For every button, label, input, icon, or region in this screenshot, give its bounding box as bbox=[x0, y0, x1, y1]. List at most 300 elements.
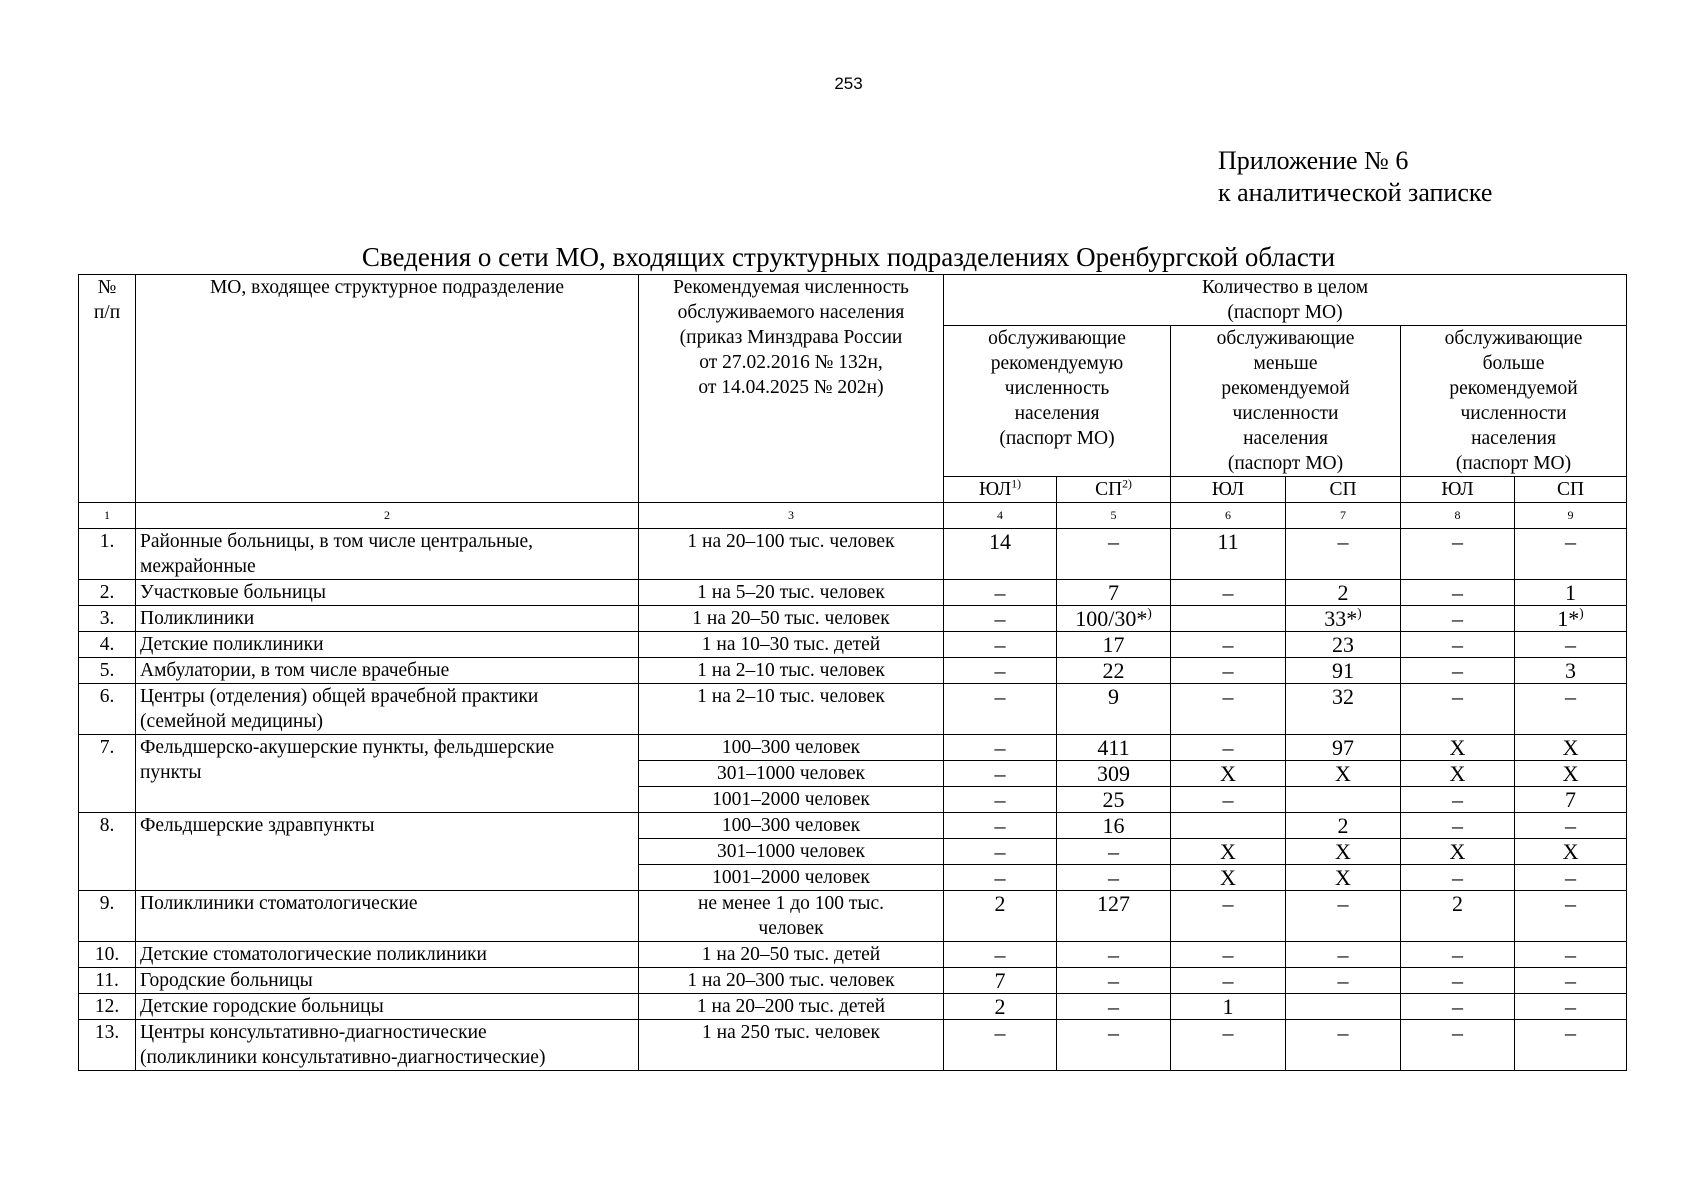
column-number: 8 bbox=[1401, 503, 1515, 529]
value-text: 22 bbox=[1102, 658, 1125, 683]
value-text: – bbox=[1337, 942, 1349, 967]
row-name bbox=[136, 994, 639, 1020]
text-line: (паспорт МО) bbox=[1227, 453, 1344, 474]
value-text: – bbox=[994, 787, 1006, 812]
recommended-population bbox=[639, 968, 944, 994]
value-cell bbox=[1515, 1020, 1627, 1071]
value-cell bbox=[1171, 813, 1286, 839]
header-name: МО, входящее структурное подразделение bbox=[136, 275, 639, 503]
table-row bbox=[79, 735, 1627, 761]
value-cell bbox=[1286, 942, 1401, 968]
value-cell bbox=[1515, 994, 1627, 1020]
text-line: 1 на 250 тыс. человек bbox=[702, 1022, 880, 1043]
value-text: Х bbox=[1335, 839, 1351, 864]
text-line: Поликлиники стоматологические bbox=[140, 893, 418, 914]
row-name bbox=[136, 968, 639, 994]
value-cell bbox=[1286, 1020, 1401, 1071]
value-cell bbox=[944, 942, 1057, 968]
row-name bbox=[136, 606, 639, 632]
row-number: 6. bbox=[79, 684, 136, 735]
value-cell bbox=[1057, 865, 1171, 891]
value-cell bbox=[1171, 580, 1286, 606]
text-line: Амбулатории, в том числе врачебные bbox=[140, 660, 450, 681]
footnote-mark: ) bbox=[1147, 605, 1152, 621]
text-line: больше bbox=[1482, 353, 1545, 374]
value-text: 14 bbox=[989, 529, 1011, 554]
value-text: – bbox=[1108, 839, 1119, 864]
column-numbers-row bbox=[79, 503, 1627, 529]
value-text: Х bbox=[1220, 865, 1236, 890]
value-text: 32 bbox=[1332, 684, 1354, 709]
value-text: – bbox=[1452, 580, 1463, 605]
value-text: – bbox=[1452, 813, 1463, 838]
text-line: населения bbox=[1471, 428, 1556, 449]
column-number: 9 bbox=[1515, 503, 1627, 529]
text-line: 1 на 10–30 тыс. детей bbox=[701, 634, 881, 655]
value-text: – bbox=[994, 632, 1006, 657]
value-text: – bbox=[1452, 1020, 1463, 1045]
value-text: – bbox=[994, 813, 1006, 838]
value-cell bbox=[1401, 580, 1515, 606]
value-cell bbox=[944, 529, 1057, 580]
text-line: 301–1000 человек bbox=[716, 841, 866, 862]
row-number: 8. bbox=[79, 813, 136, 891]
recommended-population bbox=[639, 813, 944, 839]
value-text: 23 bbox=[1332, 632, 1354, 657]
value-text: – bbox=[1337, 1020, 1349, 1045]
value-text: – bbox=[994, 865, 1006, 890]
value-text: Х bbox=[1335, 761, 1351, 786]
text-line: 1 на 2–10 тыс. человек bbox=[697, 660, 885, 681]
text-line: рекомендуемой bbox=[1221, 378, 1350, 399]
value-text: – bbox=[994, 684, 1006, 709]
value-cell bbox=[1171, 684, 1286, 735]
text-line: обслуживающие bbox=[1216, 328, 1355, 349]
value-cell bbox=[944, 994, 1057, 1020]
appendix-line-1: Приложение № 6 bbox=[1218, 146, 1409, 175]
header-yul: ЮЛ bbox=[1401, 477, 1515, 503]
value-text: – bbox=[1452, 606, 1463, 631]
value-text: – bbox=[1108, 1020, 1119, 1045]
value-cell bbox=[1171, 632, 1286, 658]
text-line: не менее 1 до 100 тыс. bbox=[697, 893, 885, 914]
value-text: – bbox=[1452, 658, 1463, 683]
row-name bbox=[136, 580, 639, 606]
value-cell bbox=[944, 968, 1057, 994]
value-cell bbox=[1401, 1020, 1515, 1071]
value-text: 100/30* bbox=[1075, 606, 1148, 631]
value-text: – bbox=[1337, 529, 1349, 554]
appendix-note bbox=[1218, 145, 1492, 209]
table-row bbox=[79, 529, 1627, 580]
value-cell bbox=[944, 658, 1057, 684]
value-cell bbox=[1515, 735, 1627, 761]
value-cell bbox=[1401, 735, 1515, 761]
text-line: от 27.02.2016 № 132н, bbox=[699, 352, 883, 373]
value-text: 3 bbox=[1565, 658, 1576, 683]
value-text: – bbox=[1452, 684, 1463, 709]
header-group-less bbox=[1171, 326, 1401, 477]
value-cell bbox=[1286, 994, 1401, 1020]
recommended-population bbox=[639, 735, 944, 761]
value-text: Х bbox=[1449, 735, 1466, 760]
value-cell bbox=[944, 761, 1057, 787]
value-cell bbox=[1286, 761, 1401, 787]
row-number: 13. bbox=[79, 1020, 136, 1071]
value-cell bbox=[1057, 684, 1171, 735]
value-text: – bbox=[1565, 942, 1576, 967]
value-cell bbox=[1057, 529, 1171, 580]
table-row bbox=[79, 658, 1627, 684]
row-number: 10. bbox=[79, 942, 136, 968]
value-text: – bbox=[1222, 1020, 1234, 1045]
header-yul: ЮЛ$^{1)}$ bbox=[944, 477, 1057, 503]
text-line: (паспорт МО) bbox=[999, 428, 1115, 449]
value-cell bbox=[1515, 761, 1627, 787]
text-line: 1 на 2–10 тыс. человек bbox=[697, 686, 885, 707]
value-cell bbox=[1515, 839, 1627, 865]
text-line: 100–300 человек bbox=[721, 815, 861, 836]
value-text: – bbox=[1452, 787, 1463, 812]
value-text: – bbox=[1222, 632, 1234, 657]
value-text: – bbox=[1337, 891, 1349, 916]
text-line: (паспорт МО) bbox=[1455, 453, 1572, 474]
recommended-population bbox=[639, 839, 944, 865]
value-text: 7 bbox=[1108, 580, 1119, 605]
text-line: 1 на 20–50 тыс. человек bbox=[692, 608, 890, 629]
value-cell bbox=[1171, 839, 1286, 865]
text-line: человек bbox=[758, 918, 824, 939]
value-cell bbox=[1057, 942, 1171, 968]
text-line: Центры консультативно-диагностические bbox=[140, 1022, 487, 1043]
table-row bbox=[79, 1020, 1627, 1071]
value-text: 309 bbox=[1097, 761, 1130, 786]
text-line: Детские поликлиники bbox=[140, 634, 324, 655]
value-text: – bbox=[1222, 658, 1234, 683]
column-number: 7 bbox=[1286, 503, 1401, 529]
value-text: Х bbox=[1449, 839, 1466, 864]
row-number: 11. bbox=[79, 968, 136, 994]
table-header bbox=[79, 275, 1627, 529]
value-text: 16 bbox=[1102, 813, 1125, 838]
value-cell bbox=[1401, 839, 1515, 865]
value-cell bbox=[1286, 813, 1401, 839]
recommended-population bbox=[639, 606, 944, 632]
row-number: 1. bbox=[79, 529, 136, 580]
text-line: (поликлиники консультативно-диагностические) bbox=[140, 1047, 546, 1068]
value-text: – bbox=[994, 580, 1006, 605]
value-cell bbox=[1171, 787, 1286, 813]
header-sp: СП bbox=[1286, 477, 1401, 503]
header-group-more bbox=[1401, 326, 1627, 477]
row-name bbox=[136, 632, 639, 658]
footnote-mark: ) bbox=[1357, 605, 1362, 621]
value-text: – bbox=[1222, 735, 1234, 760]
value-text: – bbox=[1565, 1020, 1576, 1045]
header-total bbox=[944, 275, 1627, 326]
page-number: 253 bbox=[834, 74, 863, 93]
text-line: 1 на 20–200 тыс. детей bbox=[696, 996, 886, 1017]
value-text: 91 bbox=[1332, 658, 1354, 683]
row-number: 5. bbox=[79, 658, 136, 684]
text-line: 100–300 человек bbox=[721, 737, 861, 758]
value-text: – bbox=[1565, 891, 1576, 916]
value-cell bbox=[1286, 684, 1401, 735]
value-cell bbox=[944, 1020, 1057, 1071]
row-name bbox=[136, 813, 639, 891]
text-line: меньше bbox=[1253, 353, 1318, 374]
row-name bbox=[136, 942, 639, 968]
value-text: 97 bbox=[1332, 735, 1354, 760]
value-text: Х bbox=[1449, 761, 1466, 786]
recommended-population bbox=[639, 891, 944, 942]
value-cell bbox=[1057, 658, 1171, 684]
text-line: (паспорт МО) bbox=[1227, 302, 1343, 323]
value-cell bbox=[1515, 684, 1627, 735]
value-text: – bbox=[1565, 968, 1576, 993]
value-cell bbox=[1171, 761, 1286, 787]
value-cell bbox=[1057, 1020, 1171, 1071]
header-sp: СП$^{2)}$ bbox=[1057, 477, 1171, 503]
value-cell bbox=[1286, 891, 1401, 942]
text-line: 301–1000 человек bbox=[716, 763, 866, 784]
table-row bbox=[79, 606, 1627, 632]
value-cell bbox=[944, 813, 1057, 839]
recommended-population bbox=[639, 658, 944, 684]
value-text: – bbox=[1565, 684, 1576, 709]
text-line: 1 на 20–50 тыс. детей bbox=[701, 944, 881, 965]
value-cell bbox=[1057, 968, 1171, 994]
value-text: – bbox=[1565, 813, 1576, 838]
value-cell bbox=[1515, 632, 1627, 658]
value-cell bbox=[1057, 761, 1171, 787]
value-cell bbox=[1057, 606, 1171, 632]
text-line: рекомендуемую bbox=[990, 353, 1124, 374]
value-text: 7 bbox=[1565, 787, 1576, 812]
text-line: 1 на 20–100 тыс. человек bbox=[687, 531, 895, 552]
value-text: – bbox=[994, 761, 1006, 786]
value-text: – bbox=[994, 606, 1006, 631]
text-line: Детские городские больницы bbox=[140, 996, 384, 1017]
value-cell bbox=[1401, 632, 1515, 658]
text-line: от 14.04.2025 № 202н) bbox=[698, 377, 884, 398]
value-text: Х bbox=[1220, 839, 1236, 864]
column-number: 1 bbox=[79, 503, 136, 529]
value-text: Х bbox=[1562, 735, 1579, 760]
value-cell bbox=[1057, 632, 1171, 658]
value-cell bbox=[944, 606, 1057, 632]
value-text: – bbox=[1565, 994, 1576, 1019]
value-cell bbox=[1171, 865, 1286, 891]
column-number: 3 bbox=[639, 503, 944, 529]
value-text: – bbox=[1222, 942, 1234, 967]
text-line: 1001–2000 человек bbox=[712, 789, 870, 810]
value-cell bbox=[944, 865, 1057, 891]
value-cell bbox=[1286, 839, 1401, 865]
value-text: – bbox=[994, 942, 1006, 967]
value-cell bbox=[1515, 658, 1627, 684]
value-text: – bbox=[1108, 968, 1119, 993]
value-text: – bbox=[1565, 632, 1576, 657]
value-text: – bbox=[1452, 632, 1463, 657]
value-cell bbox=[1057, 994, 1171, 1020]
value-cell bbox=[1401, 942, 1515, 968]
value-text: 2 bbox=[994, 994, 1006, 1019]
text-line: Участковые больницы bbox=[140, 582, 326, 603]
value-cell bbox=[1171, 735, 1286, 761]
row-number: 9. bbox=[79, 891, 136, 942]
value-cell bbox=[1286, 735, 1401, 761]
row-name bbox=[136, 529, 639, 580]
value-text: – bbox=[1222, 684, 1234, 709]
row-name bbox=[136, 658, 639, 684]
value-text: – bbox=[1222, 580, 1234, 605]
value-cell bbox=[1057, 787, 1171, 813]
text-line: 1 на 5–20 тыс. человек bbox=[697, 582, 885, 603]
header-recommended bbox=[639, 275, 944, 503]
table-row bbox=[79, 968, 1627, 994]
text-line: Центры (отделения) общей врачебной практики bbox=[140, 686, 539, 707]
text-line: Количество в целом bbox=[1201, 277, 1369, 298]
value-cell bbox=[1171, 658, 1286, 684]
value-cell bbox=[1286, 529, 1401, 580]
value-cell bbox=[1171, 529, 1286, 580]
value-cell bbox=[1401, 684, 1515, 735]
recommended-population bbox=[639, 529, 944, 580]
header-num: № п/п bbox=[79, 275, 136, 503]
value-text: – bbox=[1565, 865, 1576, 890]
column-number: 4 bbox=[944, 503, 1057, 529]
value-cell bbox=[944, 839, 1057, 865]
value-text: 2 bbox=[1337, 580, 1349, 605]
row-name bbox=[136, 891, 639, 942]
text-line: Районные больницы, в том числе центральные, bbox=[140, 531, 534, 552]
value-cell bbox=[1401, 787, 1515, 813]
recommended-population bbox=[639, 942, 944, 968]
value-cell bbox=[1401, 813, 1515, 839]
value-cell bbox=[1515, 813, 1627, 839]
text-line: численности bbox=[1232, 403, 1339, 424]
value-text: – bbox=[1222, 787, 1234, 812]
table-row bbox=[79, 813, 1627, 839]
text-line: пункты bbox=[140, 762, 202, 783]
value-cell bbox=[944, 580, 1057, 606]
table-row bbox=[79, 994, 1627, 1020]
value-text: 127 bbox=[1097, 891, 1130, 916]
value-cell bbox=[1057, 735, 1171, 761]
value-cell bbox=[1057, 813, 1171, 839]
row-name bbox=[136, 735, 639, 813]
row-number: 3. bbox=[79, 606, 136, 632]
recommended-population bbox=[639, 580, 944, 606]
value-text: 1 bbox=[1565, 580, 1576, 605]
value-cell bbox=[1286, 787, 1401, 813]
value-text: 2 bbox=[1337, 813, 1349, 838]
value-cell bbox=[1286, 865, 1401, 891]
value-cell bbox=[1515, 891, 1627, 942]
text-line: численность bbox=[1004, 378, 1110, 399]
value-text: Х bbox=[1562, 761, 1579, 786]
document-title: Сведения о сети МО, входящих структурных подразделениях Оренбургской области bbox=[361, 242, 1336, 272]
value-text: – bbox=[1452, 529, 1463, 554]
header-sp: СП bbox=[1515, 477, 1627, 503]
recommended-population bbox=[639, 761, 944, 787]
text-line: Поликлиники bbox=[140, 608, 255, 629]
value-text: 2 bbox=[1452, 891, 1463, 916]
value-cell bbox=[1171, 891, 1286, 942]
value-text: – bbox=[1108, 994, 1119, 1019]
column-number: 5 bbox=[1057, 503, 1171, 529]
table-row bbox=[79, 580, 1627, 606]
column-number: 6 bbox=[1171, 503, 1286, 529]
value-text: 1 bbox=[1222, 994, 1234, 1019]
header-yul: ЮЛ bbox=[1171, 477, 1286, 503]
footnote-mark: ) bbox=[1579, 605, 1584, 621]
value-text: 2 bbox=[994, 891, 1006, 916]
value-cell bbox=[944, 735, 1057, 761]
table-row bbox=[79, 891, 1627, 942]
value-cell bbox=[944, 632, 1057, 658]
row-number: 12. bbox=[79, 994, 136, 1020]
value-cell bbox=[1515, 606, 1627, 632]
recommended-population bbox=[639, 994, 944, 1020]
row-name bbox=[136, 684, 639, 735]
value-cell bbox=[1515, 787, 1627, 813]
value-cell bbox=[1286, 658, 1401, 684]
value-cell bbox=[1401, 658, 1515, 684]
row-number: 4. bbox=[79, 632, 136, 658]
value-cell bbox=[1401, 891, 1515, 942]
row-name bbox=[136, 1020, 639, 1071]
value-text: – bbox=[1452, 968, 1463, 993]
value-cell bbox=[1286, 632, 1401, 658]
header-group-recommended bbox=[944, 326, 1171, 477]
value-cell bbox=[1171, 606, 1286, 632]
value-cell bbox=[1057, 839, 1171, 865]
text-line: обслуживающие bbox=[988, 328, 1126, 349]
text-line: рекомендуемой bbox=[1449, 378, 1578, 399]
value-text: 11 bbox=[1217, 529, 1239, 554]
text-line: населения bbox=[1243, 428, 1328, 449]
text-line: Фельдшерские здравпункты bbox=[140, 815, 375, 836]
value-text: – bbox=[1108, 865, 1119, 890]
value-text: – bbox=[994, 839, 1006, 864]
table-row bbox=[79, 684, 1627, 735]
value-text: – bbox=[1452, 942, 1463, 967]
value-cell bbox=[1286, 580, 1401, 606]
text-line: Фельдшерско-акушерские пункты, фельдшерские bbox=[140, 737, 555, 758]
value-cell bbox=[1057, 580, 1171, 606]
text-line: Рекомендуемая численность bbox=[673, 277, 909, 298]
value-cell bbox=[1401, 865, 1515, 891]
text-line: Детские стоматологические поликлиники bbox=[140, 944, 487, 965]
recommended-population bbox=[639, 684, 944, 735]
value-cell bbox=[1515, 942, 1627, 968]
text-line: обслуживающие bbox=[1444, 328, 1583, 349]
value-text: 25 bbox=[1102, 787, 1125, 812]
value-text: – bbox=[1222, 968, 1234, 993]
value-cell bbox=[1057, 891, 1171, 942]
value-cell bbox=[1515, 865, 1627, 891]
value-text: Х bbox=[1335, 865, 1351, 890]
column-number: 2 bbox=[136, 503, 639, 529]
text-line: межрайонные bbox=[140, 556, 256, 577]
appendix-line-2: к аналитической записке bbox=[1218, 178, 1493, 207]
row-number: 7. bbox=[79, 735, 136, 813]
value-cell bbox=[1401, 529, 1515, 580]
row-number: 2. bbox=[79, 580, 136, 606]
text-line: численности bbox=[1460, 403, 1567, 424]
